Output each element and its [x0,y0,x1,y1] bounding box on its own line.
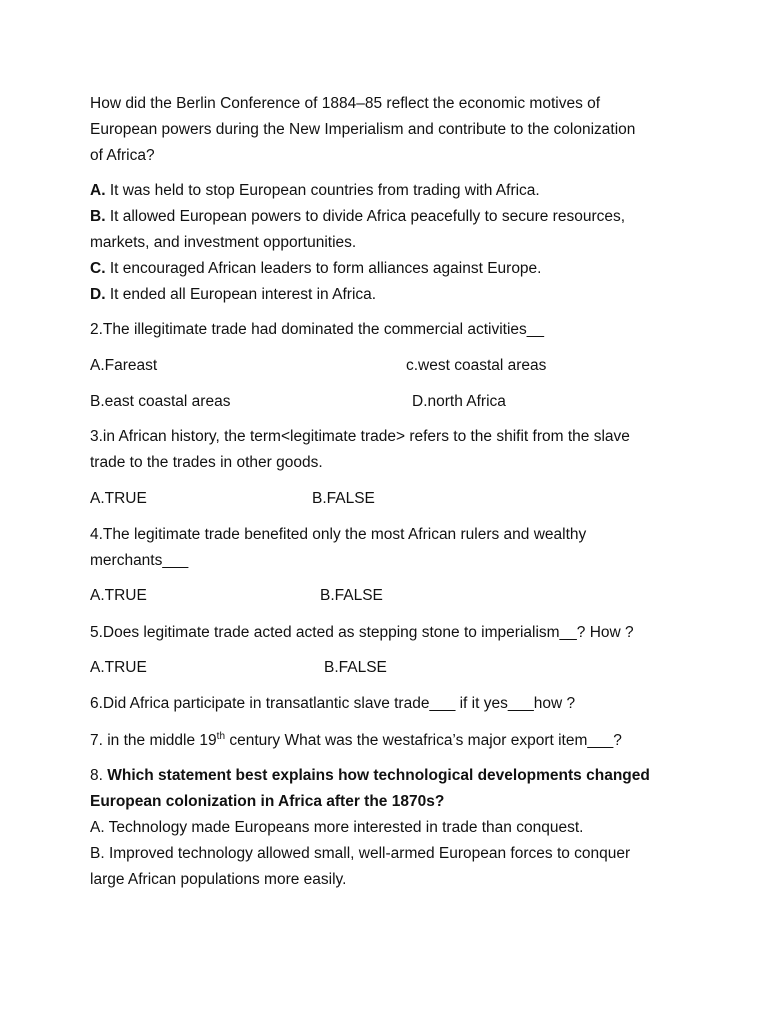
question-2-options-row-2 [0,389,768,415]
question-bold-text: European colonization in Africa after the 1870s? [90,793,445,810]
option-b: B.FALSE [320,587,383,604]
question-text-prefix: 7. in the middle 19 [90,732,217,749]
question-3 [90,424,690,476]
question-2 [90,317,690,343]
option-b: B.FALSE [312,490,375,507]
option-b: B.FALSE [324,659,387,676]
option-letter: D. [90,286,106,303]
question-text-line: 4.The legitimate trade benefited only the most African rulers and wealthy [90,526,587,543]
option-letter: A. [90,182,106,199]
question-2-options-row-1 [0,353,768,379]
option-c: c.west coastal areas [406,357,547,374]
option-a [90,178,690,204]
question-1-options [90,178,690,308]
option-c [90,256,690,282]
question-4-options [0,583,768,609]
option-b-continued: large African populations more easily. [90,871,347,888]
question-text-line: How did the Berlin Conference of 1884–85 reflect the economic motives of [90,95,601,112]
question-7 [90,728,690,754]
option-d [90,282,690,308]
option-b [90,204,690,230]
question-3-options [0,486,768,512]
question-5-options [0,655,768,681]
question-text-line: of Africa? [90,147,155,164]
option-text: It was held to stop European countries from trading with Africa. [109,182,540,199]
option-b: B. Improved technology allowed small, well-armed European forces to conquer [90,845,631,862]
ordinal-suffix: th [216,730,226,742]
question-text-line: trade to the trades in other goods. [90,454,323,471]
question-number: 8. [90,767,108,784]
question-text-line: European powers during the New Imperialism and contribute to the colonization [90,121,636,138]
option-text: It encouraged African leaders to form alliances against Europe. [109,260,542,277]
question-text-suffix: century What was the westafrica’s major export item___? [225,732,622,749]
question-text-line: merchants___ [90,552,189,569]
option-a: A.TRUE [90,587,147,604]
question-text-line [90,763,690,789]
question-8 [90,763,690,893]
option-d: D.north Africa [412,393,506,410]
question-1 [90,91,690,169]
question-text: 5.Does legitimate trade acted acted as stepping stone to imperialism__? How ? [90,624,634,641]
option-a: A.Fareast [90,357,158,374]
option-text: It allowed European powers to divide Africa peacefully to secure resources, [109,208,626,225]
option-a: A.TRUE [90,490,147,507]
question-4 [90,522,690,574]
option-a: A.TRUE [90,659,147,676]
question-6 [90,691,690,717]
option-text: It ended all European interest in Africa. [109,286,377,303]
option-b-continued: markets, and investment opportunities. [90,234,357,251]
question-text-line: 3.in African history, the term<legitimate trade> refers to the shifit from the slave [90,428,630,445]
option-letter: B. [90,208,106,225]
question-text [90,728,690,754]
option-letter: C. [90,260,106,277]
question-5 [90,620,690,646]
question-bold-text: Which statement best explains how technological developments changed [107,767,650,784]
option-b: B.east coastal areas [90,393,231,410]
question-text: 6.Did Africa participate in transatlantic slave trade___ if it yes___how ? [90,695,576,712]
option-a: A. Technology made Europeans more interested in trade than conquest. [90,819,584,836]
question-text: 2.The illegitimate trade had dominated the commercial activities__ [90,321,545,338]
